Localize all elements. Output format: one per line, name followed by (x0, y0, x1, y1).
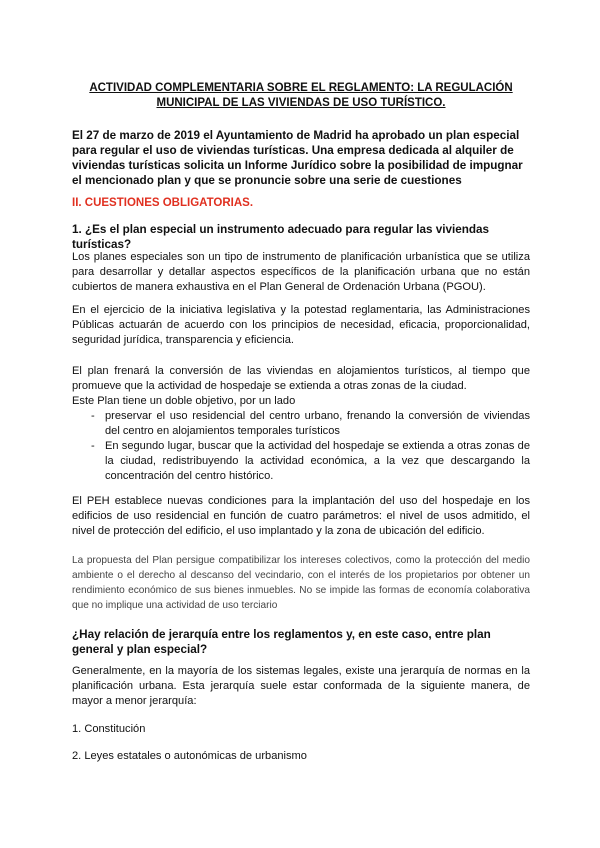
paragraph-4: El PEH establece nuevas condiciones para la implantación del uso del hospedaje en los edificios de uso residencial en función de cuatro parámetros: el nivel de usos admitido, el nivel de protección del edificio, el uso implantado y la zona de ubicación del edificio. (72, 495, 530, 537)
numbered-item: 1. Constitución (72, 723, 146, 735)
list-item-text: preservar el uso residencial del centro urbano, frenando la conversión de viviendas del centro en alojamientos temporales turísticos (105, 410, 530, 437)
question-2: ¿Hay relación de jerarquía entre los reglamentos y, en este caso, entre plan general y plan especial? (72, 628, 491, 656)
objectives-list (72, 409, 530, 484)
paragraph-2: En el ejercicio de la iniciativa legislativa y la potestad reglamentaria, las Administraciones Públicas actuarán de acuerdo con los principios de necesidad, eficacia, proporcionalidad, seguridad jurídica, transparencia y eficiencia. (72, 304, 530, 346)
list-item (72, 439, 530, 484)
paragraph-3b-text: Este Plan tiene un doble objetivo, por un lado (72, 395, 296, 407)
list-marker: - (91, 410, 95, 422)
list-item (72, 409, 530, 439)
intro-paragraph: El 27 de marzo de 2019 el Ayuntamiento de Madrid ha aprobado un plan especial para regular el uso de viviendas turísticas. Una empresa dedicada al alquiler de viviendas turísticas solicita un Informe Jurídico sobre la posibilidad de impugnar el mencionado plan y que se pronuncie sobre una serie de cuestiones (72, 129, 523, 187)
paragraph-3 (72, 364, 530, 409)
paragraph-6: Generalmente, en la mayoría de los sistemas legales, existe una jerarquía de normas en la planificación urbana. Esta jerarquía suele estar conformada de la siguiente manera, de mayor a menor jerarquía: (72, 665, 530, 707)
paragraph-1: Los planes especiales son un tipo de instrumento de planificación urbanística que se utiliza para desarrollar y detallar aspectos específicos de la planificación urbana que no están cubiertos de manera exhaustiva en el Plan General de Ordenación Urbana (PGOU). (72, 251, 530, 293)
section-heading: II. CUESTIONES OBLIGATORIAS. (72, 197, 254, 209)
document-title: ACTIVIDAD COMPLEMENTARIA SOBRE EL REGLAMENTO: LA REGULACIÓN MUNICIPAL DE LAS VIVIENDAS DE USO TURÍSTICO. (89, 82, 513, 109)
numbered-item: 2. Leyes estatales o autonómicas de urbanismo (72, 750, 307, 762)
question-1: 1. ¿Es el plan especial un instrumento adecuado para regular las viviendas turísticas? (72, 223, 490, 251)
paragraph-3-text: El plan frenará la conversión de las viviendas en alojamientos turísticos, al tiempo que promueve que la actividad de hospedaje se extienda a otras zonas de la ciudad. (72, 365, 530, 392)
paragraph-5: La propuesta del Plan persigue compatibilizar los intereses colectivos, como la protección del medio ambiente o el derecho al descanso del vecindario, con el interés de los propietarios por obtener un rendimiento económico de sus bienes inmuebles. No se impide las formas de economía colaborativa que no implique una actividad de uso terciario (72, 555, 530, 611)
list-marker: - (91, 440, 95, 452)
list-item-text: En segundo lugar, buscar que la actividad del hospedaje se extienda a otras zonas de la ciudad, redistribuyendo la actividad económica, a la vez que descargando la concentración del centro histórico. (105, 440, 530, 482)
